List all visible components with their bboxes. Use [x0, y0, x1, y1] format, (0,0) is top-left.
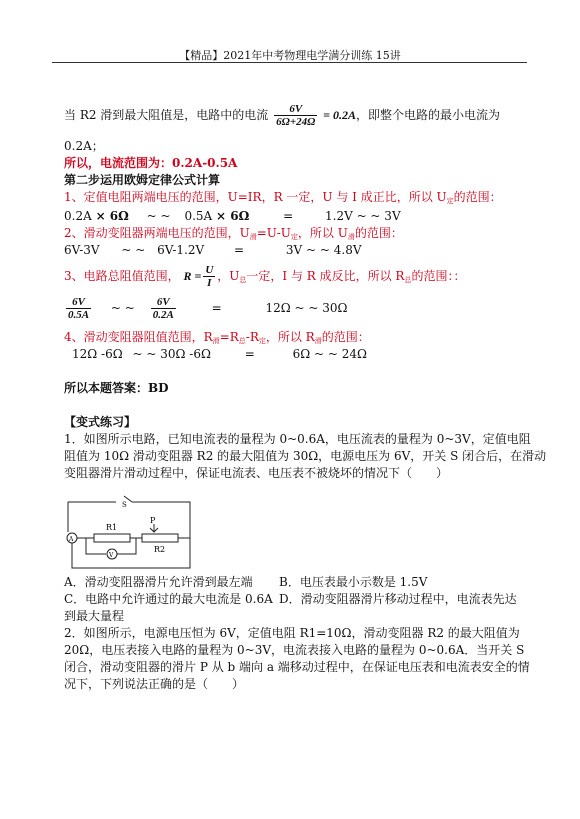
fraction-denominator: I: [207, 277, 212, 289]
subscript: 滑: [249, 233, 257, 241]
item-3-calc: [64, 296, 348, 321]
fraction-numerator: 6V: [151, 296, 176, 309]
resistor-r1: [94, 534, 130, 542]
text-segment: 3、电路总阻值范围，: [64, 269, 180, 283]
q1-line-3: 变阻器滑片滑动过程中，保证电流表、电压表不被烧坏的情况下（ ）: [64, 466, 449, 480]
item-2-slider-voltage: [64, 226, 403, 244]
text-segment: =: [244, 347, 255, 361]
fraction: [151, 296, 176, 321]
text-segment: 的范围：：: [411, 269, 466, 283]
result: = 0.2A: [323, 108, 356, 122]
text-segment: =: [283, 209, 294, 223]
q2-line-3: 闭合，滑动变阻器的滑片 P 从 b 端向 a 端移动过程中，在保证电压表和电流表安全的情: [64, 660, 530, 674]
option-b: B．电压表最小示数是 1.5V: [279, 575, 428, 589]
subscript: 滑: [314, 337, 322, 345]
step-two-heading: 第二步运用欧姆定律公式计算: [64, 173, 221, 187]
formula-lhs: R =: [183, 269, 202, 283]
item-2-calc: [64, 243, 362, 257]
text-segment: 的范围：: [321, 330, 370, 344]
fraction-denominator: 0.5A: [68, 309, 90, 321]
text-segment: 6V-1.2V: [157, 243, 205, 257]
subscript: 总: [238, 337, 246, 345]
text-segment: 12Ω -6Ω: [72, 347, 123, 361]
text-segment: ，U: [217, 269, 240, 283]
text-segment: 1、定值电阻两端电压的范围，U=IR，R 一定，U 与 I 成正比，所以 U: [64, 190, 447, 204]
text-segment: 的范围：: [354, 226, 403, 240]
fraction-denominator: 6Ω+24Ω: [276, 116, 316, 128]
q1-line-2: 阻值为 10Ω 滑动变阻器 R2 的最大阻值为 30Ω，电源电压为 6V，开关 S 闭合后，在滑动: [64, 449, 547, 463]
q2-line-4: 况下，下列说法正确的是（ ）: [64, 677, 245, 691]
text-segment: 4、滑动变阻器阻值范围，R: [64, 330, 213, 344]
line-min-current-value: 0.2A；: [64, 139, 104, 153]
option-d-continued: 到最大量程: [64, 609, 125, 623]
fraction-denominator: 0.2A: [152, 309, 174, 321]
subscript: 定: [446, 197, 454, 205]
text-segment: ，即整个电路的最小电流为: [356, 108, 501, 122]
option-a: A．滑动变阻器滑片允许滑到最左端: [64, 575, 253, 589]
switch-label: S: [122, 501, 127, 509]
text-segment: -R: [245, 330, 259, 344]
fraction: [203, 264, 215, 289]
page-header: 【精品】2021年中考物理电学满分训练 15讲: [179, 49, 401, 62]
text-segment: 的范围：: [453, 190, 502, 204]
option-c: C．电路中允许通过的最大电流是 0.6A: [64, 592, 273, 606]
text-segment: 一定，I 与 R 成反比，所以 R: [246, 269, 405, 283]
text-segment: ~ ~: [121, 243, 146, 257]
subscript: 总: [239, 276, 247, 284]
text-segment: × 6Ω: [216, 209, 250, 223]
resistor-r2: [142, 534, 178, 542]
text-segment: 6V-3V: [64, 243, 100, 257]
item-1-fixed-voltage: [64, 190, 502, 208]
subscript: 滑: [347, 233, 355, 241]
text-segment: ，所以 R: [265, 330, 315, 344]
item-4-calc: [72, 347, 367, 361]
text-segment: ~ ~: [110, 301, 135, 315]
text-segment: ，所以 U: [297, 226, 348, 240]
text-segment: 0.2A: [64, 209, 92, 223]
circuit-diagram: [64, 494, 194, 572]
fraction-numerator: 6V: [274, 103, 317, 116]
text-segment: 2、滑动变阻器两端电压的范围，U: [64, 226, 250, 240]
header-divider: [52, 62, 527, 63]
text-segment: 6Ω ~ ~ 24Ω: [292, 347, 367, 361]
option-d: D．滑动变阻器滑片移动过程中，电流表先达: [279, 592, 517, 606]
text-segment: =U-U: [256, 226, 291, 240]
text-segment: ~ ~: [146, 209, 171, 223]
slider-p-label: P: [150, 516, 156, 525]
voltmeter-label: V: [109, 552, 114, 559]
current-range-conclusion: 所以，电流范围为：0.2A-0.5A: [64, 156, 238, 170]
text-segment: × 6Ω: [95, 209, 129, 223]
fraction: [274, 103, 317, 128]
q1-line-1: 1．如图所示电路，已知电流表的量程为 0~0.6A，电压流表的量程为 0~3V，定值电阻: [64, 432, 531, 446]
q2-line-2: 20Ω，电压表接入电路的量程为 0~3V，电流表接入电路的量程为 0~0.6A．当开关 S: [64, 643, 525, 657]
text-segment: =: [211, 301, 222, 315]
item-4-slider-resistance: [64, 330, 370, 348]
text-segment: 当 R2 滑到最大阻值是，电路中的电流: [64, 108, 269, 122]
subscript: 定: [290, 233, 298, 241]
answer: 所以本题答案：BD: [64, 381, 169, 395]
text-segment: ~ ~ 30Ω -6Ω: [132, 347, 211, 361]
item-3-total-resistance: [64, 264, 465, 289]
fraction-numerator: 6V: [66, 296, 91, 309]
ammeter-label: A: [69, 536, 74, 543]
subscript: 总: [404, 276, 412, 284]
line-min-current: [64, 103, 500, 128]
r1-label: R1: [106, 523, 118, 532]
subscript: 定: [258, 337, 266, 345]
text-segment: 12Ω ~ ~ 30Ω: [265, 301, 348, 315]
fraction: [66, 296, 91, 321]
text-segment: 0.5A: [184, 209, 213, 223]
text-segment: 3V ~ ~ 4.8V: [285, 243, 362, 257]
fraction-numerator: U: [205, 264, 214, 276]
item-1-calc: [64, 209, 401, 223]
q2-line-1: 2．如图所示，电源电压恒为 6V，定值电阻 R1=10Ω，滑动变阻器 R2 的最大阻值为: [64, 626, 520, 640]
text-segment: =: [234, 243, 245, 257]
text-segment: =R: [219, 330, 239, 344]
subscript: 滑: [212, 337, 220, 345]
r2-label: R2: [154, 545, 166, 554]
exercise-title: 【变式练习】: [64, 415, 137, 429]
text-segment: 1.2V ~ ~ 3V: [325, 209, 401, 223]
